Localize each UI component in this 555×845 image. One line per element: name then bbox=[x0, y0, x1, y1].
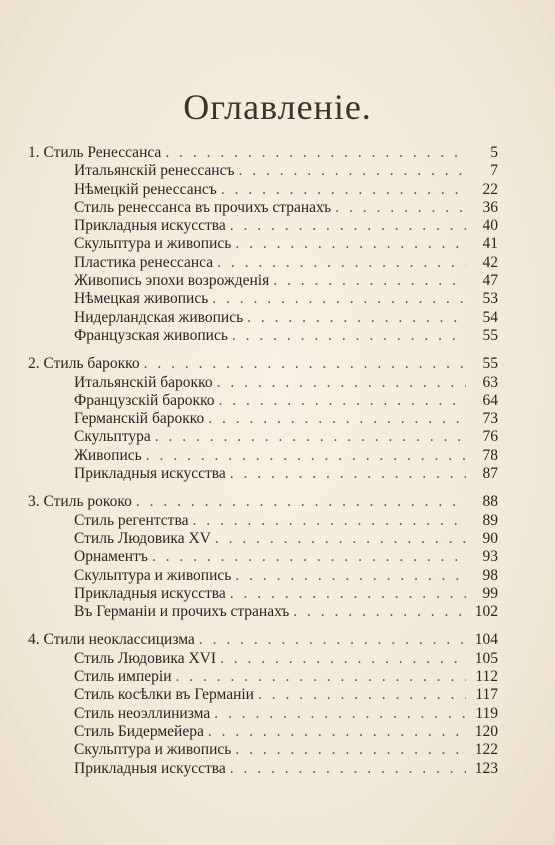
dot-leader bbox=[217, 374, 466, 392]
toc-section-heading bbox=[28, 493, 498, 511]
toc-entry-label: Прикладныя искусства bbox=[74, 759, 226, 777]
dot-leader bbox=[230, 585, 466, 603]
toc-entry-label: Нѣмецкая живопись bbox=[74, 290, 209, 308]
toc-entry-label: Живопись эпохи возрожденія bbox=[74, 272, 270, 290]
dot-leader bbox=[215, 530, 466, 548]
toc-section bbox=[28, 631, 498, 777]
toc-entry bbox=[28, 327, 498, 345]
dot-leader bbox=[155, 428, 466, 446]
toc-entry bbox=[28, 428, 498, 446]
toc-page-number: 90 bbox=[482, 529, 498, 547]
toc-entry bbox=[28, 567, 498, 585]
dot-leader bbox=[235, 235, 466, 253]
toc-entry bbox=[28, 603, 498, 621]
toc-page-number: 99 bbox=[482, 584, 498, 602]
dot-leader bbox=[258, 686, 466, 704]
toc-page-number: 5 bbox=[490, 144, 498, 161]
toc-entry bbox=[28, 181, 498, 199]
dot-leader bbox=[235, 567, 466, 585]
toc-entry-label: Нѣмецкій ренессансъ bbox=[74, 180, 217, 198]
dot-leader bbox=[146, 447, 466, 465]
toc-entry-label: Скульптура и живопись bbox=[74, 741, 232, 759]
toc-entry bbox=[28, 235, 498, 253]
toc-entry-label: 3. Стиль рококо bbox=[28, 493, 132, 511]
toc-entry-label: Скульптура и живопись bbox=[74, 235, 232, 253]
toc-entry bbox=[28, 686, 498, 704]
toc-entry bbox=[28, 272, 498, 290]
toc-entry-label: Скульптура и живопись bbox=[74, 566, 232, 584]
toc-entry bbox=[28, 392, 498, 410]
toc-entry bbox=[28, 548, 498, 566]
toc-page-number: 54 bbox=[482, 308, 498, 326]
dot-leader bbox=[239, 162, 467, 180]
toc-entry-label: Нидерландская живопись bbox=[74, 308, 244, 326]
toc-entry bbox=[28, 374, 498, 392]
toc-entry bbox=[28, 705, 498, 723]
toc-page-number: 120 bbox=[474, 722, 498, 740]
toc-entry-label: Орнаментъ bbox=[74, 548, 148, 566]
dot-leader bbox=[212, 290, 466, 308]
toc-entry-label: Французская живопись bbox=[74, 326, 228, 344]
dot-leader bbox=[199, 631, 466, 649]
toc-entry-label: Германскій барокко bbox=[74, 410, 205, 428]
toc-entry bbox=[28, 530, 498, 548]
toc-entry bbox=[28, 447, 498, 465]
toc-page-number: 88 bbox=[482, 493, 498, 511]
toc-page-number: 41 bbox=[482, 235, 498, 253]
toc-page-number: 105 bbox=[474, 649, 498, 667]
toc-entry-label: Стиль ренессанса въ прочихъ странахъ bbox=[74, 198, 332, 216]
toc-page-number: 102 bbox=[474, 603, 498, 621]
toc-page-number: 78 bbox=[482, 446, 498, 464]
toc-page-number: 87 bbox=[482, 465, 498, 483]
toc-page-number: 40 bbox=[482, 217, 498, 235]
toc-page-number: 7 bbox=[490, 162, 498, 180]
toc-entry-label: Пластика ренессанса bbox=[74, 253, 214, 271]
toc-section bbox=[28, 144, 498, 345]
toc-page-number: 55 bbox=[482, 355, 498, 373]
toc-page-number: 36 bbox=[482, 198, 498, 216]
dot-leader bbox=[208, 723, 466, 741]
toc-section-heading bbox=[28, 631, 498, 649]
toc-entry bbox=[28, 585, 498, 603]
toc-entry-label: Стиль имперіи bbox=[74, 668, 172, 686]
toc-entry-label: Въ Германіи и прочихъ странахъ bbox=[74, 603, 290, 621]
toc-entry bbox=[28, 199, 498, 217]
dot-leader bbox=[293, 603, 466, 621]
toc-entry bbox=[28, 668, 498, 686]
toc-entry bbox=[28, 512, 498, 530]
dot-leader bbox=[235, 741, 466, 759]
toc-page-number: 123 bbox=[474, 759, 498, 777]
toc-section-heading bbox=[28, 355, 498, 373]
toc-entry bbox=[28, 290, 498, 308]
dot-leader bbox=[144, 355, 466, 373]
toc-entry-label: 4. Стили неоклассицизма bbox=[28, 631, 195, 649]
toc-page-number: 64 bbox=[482, 391, 498, 409]
dot-leader bbox=[219, 392, 466, 410]
toc-entry-label: Прикладныя искусства bbox=[74, 465, 226, 483]
dot-leader bbox=[230, 465, 466, 483]
toc-entry bbox=[28, 309, 498, 327]
toc-entry-label: Живопись bbox=[74, 446, 142, 464]
toc-page-number: 119 bbox=[475, 704, 498, 722]
dot-leader bbox=[221, 181, 466, 199]
toc-page-number: 55 bbox=[482, 326, 498, 344]
toc-entry-label: 2. Стиль барокко bbox=[28, 355, 140, 373]
dot-leader bbox=[217, 254, 466, 272]
toc-section bbox=[28, 493, 498, 621]
toc-entry bbox=[28, 217, 498, 235]
toc-entry-label: Прикладныя искусства bbox=[74, 584, 226, 602]
toc-entry-label: Итальянскій ренессансъ bbox=[74, 162, 235, 180]
toc-entry bbox=[28, 723, 498, 741]
toc-page-number: 53 bbox=[482, 290, 498, 308]
dot-leader bbox=[176, 668, 466, 686]
toc-entry-label: Скульптура bbox=[74, 428, 151, 446]
toc-page-number: 22 bbox=[482, 180, 498, 198]
dot-leader bbox=[247, 309, 466, 327]
toc-entry-label: Стиль неоэллинизма bbox=[74, 704, 211, 722]
dot-leader bbox=[230, 760, 466, 778]
toc-page-number: 117 bbox=[475, 686, 498, 704]
toc-page-number: 42 bbox=[482, 253, 498, 271]
dot-leader bbox=[335, 199, 466, 217]
table-of-contents bbox=[28, 144, 498, 788]
toc-entry-label: Итальянскій барокко bbox=[74, 373, 213, 391]
dot-leader bbox=[192, 512, 466, 530]
dot-leader bbox=[208, 410, 466, 428]
toc-page-number: 89 bbox=[482, 511, 498, 529]
toc-entry bbox=[28, 162, 498, 180]
dot-leader bbox=[214, 705, 466, 723]
toc-page-number: 122 bbox=[474, 741, 498, 759]
page-title: Оглавленіе. bbox=[183, 87, 372, 127]
toc-section bbox=[28, 355, 498, 483]
toc-page-number: 98 bbox=[482, 566, 498, 584]
toc-page-number: 73 bbox=[482, 410, 498, 428]
dot-leader bbox=[152, 548, 466, 566]
toc-entry bbox=[28, 254, 498, 272]
toc-entry bbox=[28, 650, 498, 668]
toc-entry-label: Стиль регентства bbox=[74, 511, 189, 529]
toc-page-number: 76 bbox=[482, 428, 498, 446]
toc-entry bbox=[28, 410, 498, 428]
dot-leader bbox=[165, 144, 466, 162]
toc-section-heading bbox=[28, 144, 498, 162]
dot-leader bbox=[230, 217, 466, 235]
toc-entry-label: Прикладныя искусства bbox=[74, 217, 226, 235]
toc-entry-label: Французскій барокко bbox=[74, 391, 215, 409]
toc-entry-label: Стиль косѣлки въ Германіи bbox=[74, 686, 254, 704]
dot-leader bbox=[273, 272, 466, 290]
dot-leader bbox=[220, 650, 466, 668]
toc-page-number: 104 bbox=[474, 631, 498, 649]
toc-entry-label: Стиль Людовика XV bbox=[74, 529, 211, 547]
toc-page-number: 63 bbox=[482, 373, 498, 391]
toc-entry bbox=[28, 741, 498, 759]
dot-leader bbox=[136, 493, 466, 511]
toc-entry bbox=[28, 760, 498, 778]
toc-page-number: 47 bbox=[482, 272, 498, 290]
toc-entry-label: Стиль Бидермейера bbox=[74, 722, 204, 740]
toc-page-number: 93 bbox=[482, 548, 498, 566]
dot-leader bbox=[232, 327, 466, 345]
toc-entry bbox=[28, 465, 498, 483]
toc-entry-label: Стиль Людовика XVI bbox=[74, 649, 217, 667]
toc-entry-label: 1. Стиль Ренессанса bbox=[28, 144, 162, 161]
toc-page-number: 112 bbox=[475, 668, 498, 686]
